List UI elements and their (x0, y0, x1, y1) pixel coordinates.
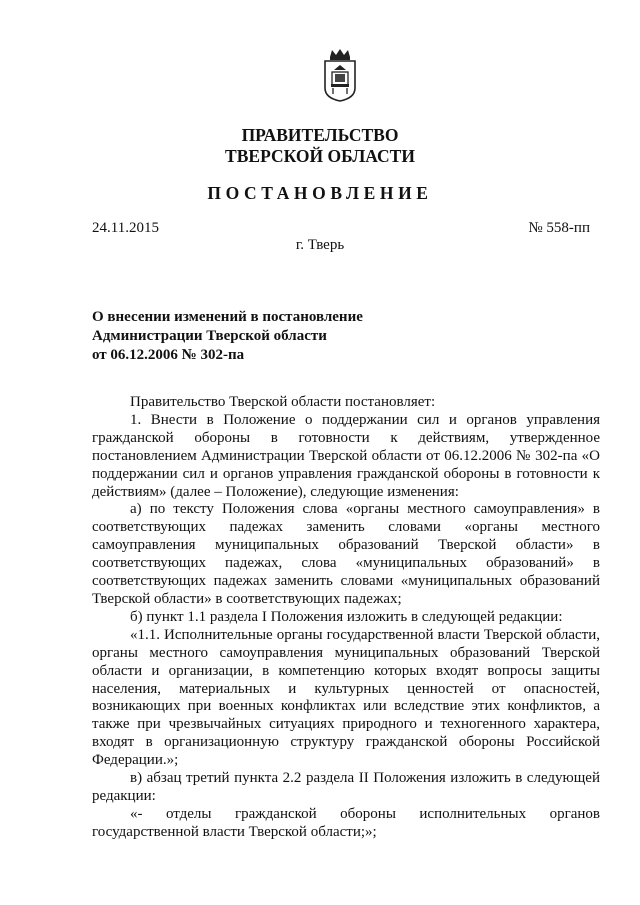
body-preamble: Правительство Тверской области постановляет: (130, 394, 436, 410)
body-paragraph-b: б) пункт 1.1 раздела I Положения изложить в следующей редакции: (130, 608, 563, 625)
document-subject (92, 308, 512, 365)
subject-line-1: О внесении изменений в постановление (92, 309, 363, 325)
government-name-line-1: ПРАВИТЕЛЬСТВО (241, 125, 399, 145)
subject-line-3: от 06.12.2006 № 302-па (92, 347, 245, 363)
document-number: № 558-пп (528, 220, 590, 236)
subject-line-2: Администрации Тверской области (92, 328, 327, 344)
document-body (92, 394, 600, 842)
document-city: г. Тверь (295, 237, 345, 253)
body-paragraph-v: в) абзац третий пункта 2.2 раздела II Положения изложить в следующей редакции: (92, 770, 600, 804)
body-paragraph-quote-departments: «- отделы гражданской обороны исполнительных органов государственной власти Тверской области;»; (92, 805, 600, 840)
body-paragraph-1: 1. Внести в Положение о поддержании сил и органов управления гражданской обороны в готовности к действиям, утвержденное постановлением Администрации Тверской области от 06.12.2006 № 302-па «О поддержании сил и органов управления гражданской обороны в готовности к действиям» (далее – Положение), следующие изменения: (92, 411, 600, 500)
body-paragraph-quote-1-1: «1.1. Исполнительные органы государственной власти Тверской области, органы местного самоуправления муниципальных образований Тверской области и организации, в компетенцию которых входят вопросы защиты населения, материальных и культурных ценностей от опасностей, возникающих при военных конфликтах или вследствие этих конфликтов, а также при чрезвычайных ситуациях природного и техногенного характера, входят в организационную структуру гражданской обороны Российской Федерации.»; (92, 626, 600, 769)
body-paragraph-a: а) по тексту Положения слова «органы местного самоуправления» в соответствующих падежах заменить словами «органы местного самоуправления муниципальных образований Тверской области» в соответствующих падежах, слова «муниципальных образований» в соответствующих падежах заменить словами «муниципальных образований Тверской области» в соответствующих падежах; (92, 501, 600, 607)
tver-coat-of-arms-icon (323, 48, 357, 102)
coat-of-arms-icon (323, 48, 357, 102)
document-type-title: ПОСТАНОВЛЕНИЕ (207, 183, 433, 203)
document-date: 24.11.2015 (92, 220, 159, 236)
government-name-line-2: ТВЕРСКОЙ ОБЛАСТИ (225, 146, 415, 166)
